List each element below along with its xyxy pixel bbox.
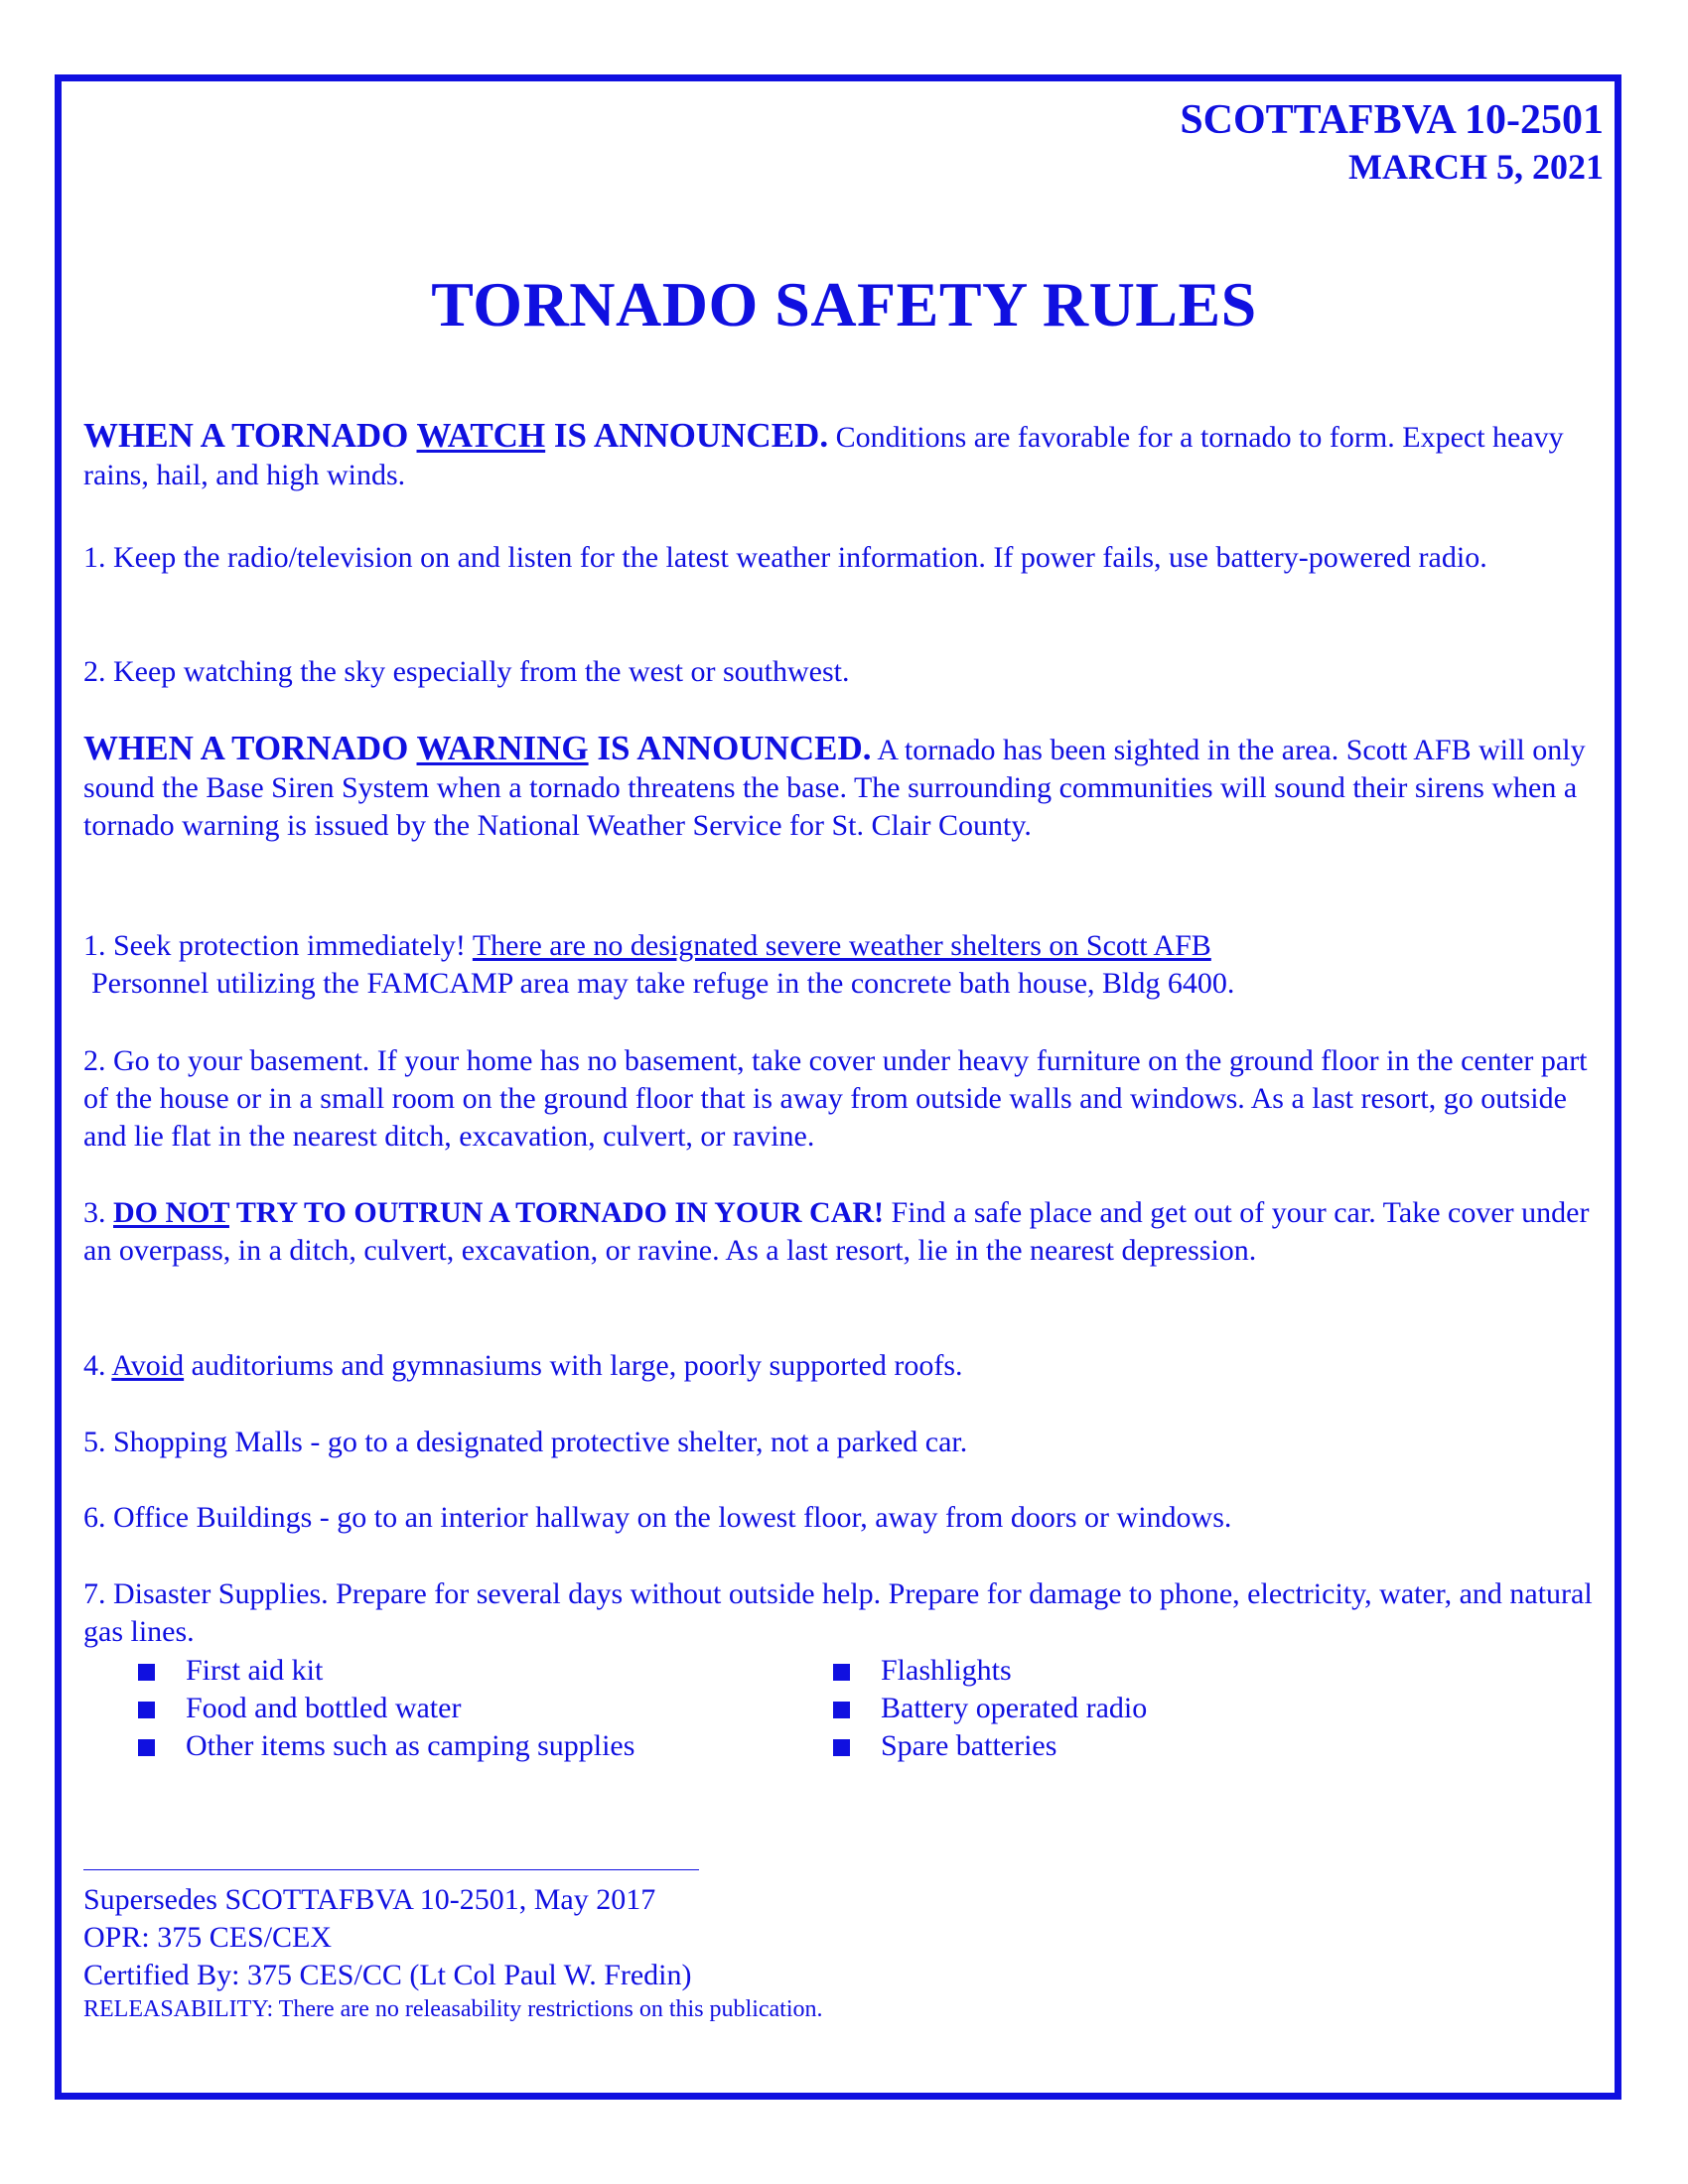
warning-intro: A tornado has been sighted in the area. Scott AFB will only sound the Base Siren System when a tornado threatens the base. The surrounding communities will sound their sirens when a tornado warning is issued by the National Weather Service for St. Clair County. — [83, 734, 1586, 842]
warning-item-1-line-1: 1. Seek protection immediately! There are no designated severe weather shelters on Scott AFB — [83, 929, 1211, 962]
watch-intro: Conditions are favorable for a tornado to form. Expect heavy rains, hail, and high winds. — [83, 421, 1564, 491]
warning-item-1-line-2: Personnel utilizing the FAMCAMP area may take refuge in the concrete bath house, Bldg 6400. — [91, 967, 1235, 1000]
watch-keyword: WATCH — [416, 416, 546, 455]
supplies-column-left — [138, 1652, 634, 1765]
square-bullet-icon — [833, 1702, 850, 1718]
watch-heading: WHEN A TORNADO WATCH IS ANNOUNCED. — [83, 416, 829, 455]
warning-item-2: 2. Go to your basement. If your home has no basement, take cover under heavy furniture on the ground floor in the center part of the house or in a small room on the ground floor that is away from outside walls and windows. As a last resort, go outside and lie flat in the nearest ditch, excavation, culvert, or ravine. — [83, 1044, 1588, 1153]
square-bullet-icon — [138, 1664, 155, 1681]
warning-heading-paragraph — [83, 730, 1603, 845]
warning-keyword: WARNING — [416, 729, 589, 767]
certified-line: Certified By: 375 CES/CC (Lt Col Paul W. Fredin) — [83, 1959, 692, 1991]
footer-divider — [83, 1869, 699, 1870]
square-bullet-icon — [138, 1739, 155, 1756]
no-shelters-notice: There are no designated severe weather shelters on Scott AFB — [472, 929, 1211, 962]
warning-item-7: 7. Disaster Supplies. Prepare for several days without outside help. Prepare for damage to phone, electricity, water, and natural gas lines. — [83, 1577, 1593, 1648]
document-id: SCOTTAFBVA 10-2501 — [1180, 97, 1604, 143]
list-item: Spare batteries — [833, 1727, 1147, 1765]
releasability-line: RELEASABILITY: There are no releasability restrictions on this publication. — [83, 1996, 823, 2022]
square-bullet-icon — [138, 1702, 155, 1718]
list-item: Battery operated radio — [833, 1690, 1147, 1727]
list-item: Food and bottled water — [138, 1690, 634, 1727]
do-not-outrun-warning: DO NOT TRY TO OUTRUN A TORNADO IN YOUR CAR! — [113, 1196, 885, 1229]
document-date: MARCH 5, 2021 — [1348, 147, 1604, 187]
supplies-column-right — [833, 1652, 1147, 1765]
warning-item-6: 6. Office Buildings - go to an interior hallway on the lowest floor, away from doors or windows. — [83, 1501, 1232, 1534]
warning-heading: WHEN A TORNADO WARNING IS ANNOUNCED. — [83, 729, 872, 767]
opr-line: OPR: 375 CES/CEX — [83, 1921, 333, 1954]
warning-item-5: 5. Shopping Malls - go to a designated protective shelter, not a parked car. — [83, 1426, 968, 1458]
footer — [83, 1881, 823, 2024]
warning-item-4: 4. Avoid auditoriums and gymnasiums with large, poorly supported roofs. — [83, 1349, 963, 1382]
list-item: Other items such as camping supplies — [138, 1727, 634, 1765]
watch-item-1: 1. Keep the radio/television on and listen for the latest weather information. If power fails, use battery-powered radio. — [83, 541, 1487, 574]
supersedes-line: Supersedes SCOTTAFBVA 10-2501, May 2017 — [83, 1883, 656, 1916]
warning-item-1 — [83, 927, 1603, 1003]
list-item: Flashlights — [833, 1652, 1147, 1690]
watch-heading-paragraph — [83, 417, 1603, 494]
watch-item-2: 2. Keep watching the sky especially from the west or southwest. — [83, 655, 850, 688]
list-item: First aid kit — [138, 1652, 634, 1690]
warning-item-3: 3. DO NOT TRY TO OUTRUN A TORNADO IN YOUR CAR! Find a safe place and get out of your car. Take cover under an overpass, in a ditch, culvert, excavation, or ravine. As a last resort, lie in the nearest depression. — [83, 1196, 1590, 1267]
square-bullet-icon — [833, 1664, 850, 1681]
square-bullet-icon — [833, 1739, 850, 1756]
page-title: TORNADO SAFETY RULES — [431, 269, 1257, 340]
